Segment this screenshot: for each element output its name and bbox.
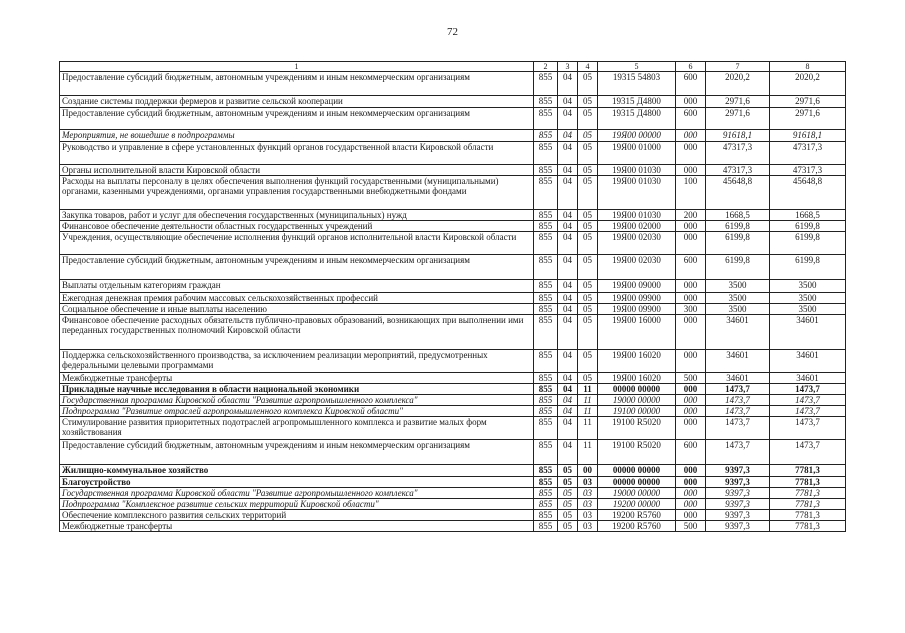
table-row [60, 465, 846, 477]
table-row [60, 477, 846, 488]
page-number: 72 [447, 26, 458, 38]
subsection-code-cell: 03 [578, 488, 598, 499]
table-row [60, 232, 846, 255]
subsection-code-cell: 05 [578, 130, 598, 142]
section-code-cell: 04 [558, 417, 578, 440]
ministry-code-cell: 855 [534, 510, 558, 521]
row-name-cell: Межбюджетные трансферты [60, 373, 534, 384]
amount-actual-cell: 7781,3 [770, 477, 846, 488]
section-code-cell: 04 [558, 96, 578, 108]
subsection-code-cell: 05 [578, 72, 598, 96]
ministry-code-cell: 855 [534, 130, 558, 142]
expense-type-cell: 000 [676, 384, 706, 395]
ministry-code-cell: 855 [534, 488, 558, 499]
expense-type-cell: 000 [676, 510, 706, 521]
column-header: 8 [770, 62, 846, 72]
ministry-code-cell: 855 [534, 465, 558, 477]
ministry-code-cell: 855 [534, 373, 558, 384]
subsection-code-cell: 05 [578, 293, 598, 304]
table-row [60, 373, 846, 384]
table-row [60, 440, 846, 465]
amount-actual-cell: 3500 [770, 293, 846, 304]
section-code-cell: 05 [558, 477, 578, 488]
ministry-code-cell: 855 [534, 440, 558, 465]
amount-actual-cell: 1473,7 [770, 395, 846, 406]
subsection-code-cell: 05 [578, 373, 598, 384]
section-code-cell: 05 [558, 499, 578, 510]
ministry-code-cell: 855 [534, 280, 558, 293]
amount-plan-cell: 3500 [706, 304, 770, 315]
target-article-cell: 19Я00 02030 [598, 232, 676, 255]
target-article-cell: 19Я00 01030 [598, 165, 676, 176]
amount-plan-cell: 1473,7 [706, 440, 770, 465]
expense-type-cell: 000 [676, 130, 706, 142]
table-row [60, 280, 846, 293]
expense-type-cell: 000 [676, 280, 706, 293]
amount-plan-cell: 34601 [706, 350, 770, 373]
amount-plan-cell: 1473,7 [706, 406, 770, 417]
amount-actual-cell: 7781,3 [770, 488, 846, 499]
row-name-cell: Органы исполнительной власти Кировской области [60, 165, 534, 176]
amount-actual-cell: 45648,8 [770, 176, 846, 210]
expense-type-cell: 000 [676, 417, 706, 440]
table-row [60, 142, 846, 165]
subsection-code-cell: 05 [578, 221, 598, 232]
amount-plan-cell: 9397,3 [706, 510, 770, 521]
table-row [60, 210, 846, 221]
expense-type-cell: 000 [676, 465, 706, 477]
amount-plan-cell: 3500 [706, 293, 770, 304]
ministry-code-cell: 855 [534, 176, 558, 210]
subsection-code-cell: 05 [578, 315, 598, 350]
target-article-cell: 00000 00000 [598, 477, 676, 488]
ministry-code-cell: 855 [534, 142, 558, 165]
subsection-code-cell: 05 [578, 142, 598, 165]
amount-actual-cell: 1473,7 [770, 440, 846, 465]
amount-plan-cell: 6199,8 [706, 255, 770, 280]
table-row [60, 315, 846, 350]
table-row [60, 108, 846, 130]
row-name-cell: Межбюджетные трансферты [60, 521, 534, 532]
subsection-code-cell: 05 [578, 232, 598, 255]
section-code-cell: 04 [558, 108, 578, 130]
subsection-code-cell: 05 [578, 350, 598, 373]
row-name-cell: Учреждения, осуществляющие обеспечение исполнения функций органов исполнительной власти Кировской области [60, 232, 534, 255]
expense-type-cell: 000 [676, 96, 706, 108]
expense-type-cell: 200 [676, 210, 706, 221]
expense-type-cell: 600 [676, 255, 706, 280]
subsection-code-cell: 03 [578, 499, 598, 510]
amount-plan-cell: 1473,7 [706, 395, 770, 406]
row-name-cell: Закупка товаров, работ и услуг для обеспечения государственных (муниципальных) нужд [60, 210, 534, 221]
row-name-cell: Обеспечение комплексного развития сельских территорий [60, 510, 534, 521]
amount-plan-cell: 34601 [706, 373, 770, 384]
ministry-code-cell: 855 [534, 108, 558, 130]
amount-plan-cell: 9397,3 [706, 488, 770, 499]
ministry-code-cell: 855 [534, 315, 558, 350]
row-name-cell: Предоставление субсидий бюджетным, автономным учреждениям и иным некоммерческим организациям [60, 440, 534, 465]
amount-plan-cell: 2020,2 [706, 72, 770, 96]
amount-actual-cell: 1473,7 [770, 406, 846, 417]
section-code-cell: 05 [558, 488, 578, 499]
amount-actual-cell: 6199,8 [770, 255, 846, 280]
budget-table [59, 61, 846, 532]
amount-actual-cell: 3500 [770, 304, 846, 315]
subsection-code-cell: 11 [578, 384, 598, 395]
amount-actual-cell: 1473,7 [770, 384, 846, 395]
section-code-cell: 04 [558, 373, 578, 384]
subsection-code-cell: 05 [578, 96, 598, 108]
subsection-code-cell: 05 [578, 165, 598, 176]
ministry-code-cell: 855 [534, 72, 558, 96]
ministry-code-cell: 855 [534, 96, 558, 108]
amount-actual-cell: 34601 [770, 373, 846, 384]
section-code-cell: 04 [558, 440, 578, 465]
target-article-cell: 19000 00000 [598, 488, 676, 499]
table-row [60, 521, 846, 532]
ministry-code-cell: 855 [534, 210, 558, 221]
ministry-code-cell: 855 [534, 521, 558, 532]
table-row [60, 304, 846, 315]
row-name-cell: Ежегодная денежная премия рабочим массовых сельскохозяйственных профессий [60, 293, 534, 304]
subsection-code-cell: 05 [578, 176, 598, 210]
row-name-cell: Выплаты отдельным категориям граждан [60, 280, 534, 293]
table-row [60, 510, 846, 521]
expense-type-cell: 600 [676, 440, 706, 465]
section-code-cell: 05 [558, 521, 578, 532]
table-row [60, 417, 846, 440]
amount-plan-cell: 2971,6 [706, 108, 770, 130]
amount-actual-cell: 34601 [770, 350, 846, 373]
section-code-cell: 04 [558, 384, 578, 395]
section-code-cell: 04 [558, 165, 578, 176]
amount-actual-cell: 2971,6 [770, 108, 846, 130]
row-name-cell: Финансовое обеспечение расходных обязательств публично-правовых образований, возникающих при выполнении ими переданных государственных полномочий Кировской области [60, 315, 534, 350]
amount-plan-cell: 6199,8 [706, 221, 770, 232]
target-article-cell: 19Я00 02000 [598, 221, 676, 232]
expense-type-cell: 300 [676, 304, 706, 315]
amount-plan-cell: 47317,3 [706, 165, 770, 176]
row-name-cell: Руководство и управление в сфере установленных функций органов государственной власти Кировской области [60, 142, 534, 165]
amount-plan-cell: 9397,3 [706, 477, 770, 488]
section-code-cell: 04 [558, 350, 578, 373]
row-name-cell: Поддержка сельскохозяйственного производства, за исключением реализации мероприятий, предусмотренных федеральными целевыми программами [60, 350, 534, 373]
subsection-code-cell: 03 [578, 510, 598, 521]
row-name-cell: Мероприятия, не вошедшие в подпрограммы [60, 130, 534, 142]
target-article-cell: 19100 R5020 [598, 417, 676, 440]
target-article-cell: 19Я00 09900 [598, 304, 676, 315]
row-name-cell: Жилищно-коммунальное хозяйство [60, 465, 534, 477]
target-article-cell: 19Я00 01030 [598, 210, 676, 221]
row-name-cell: Создание системы поддержки фермеров и развитие сельской кооперации [60, 96, 534, 108]
section-code-cell: 04 [558, 232, 578, 255]
table-row [60, 293, 846, 304]
ministry-code-cell: 855 [534, 293, 558, 304]
amount-actual-cell: 1473,7 [770, 417, 846, 440]
amount-actual-cell: 47317,3 [770, 142, 846, 165]
expense-type-cell: 000 [676, 499, 706, 510]
section-code-cell: 04 [558, 176, 578, 210]
section-code-cell: 04 [558, 221, 578, 232]
amount-plan-cell: 2971,6 [706, 96, 770, 108]
amount-plan-cell: 34601 [706, 315, 770, 350]
header-row [60, 62, 846, 72]
subsection-code-cell: 05 [578, 280, 598, 293]
subsection-code-cell: 03 [578, 477, 598, 488]
amount-actual-cell: 1668,5 [770, 210, 846, 221]
row-name-cell: Предоставление субсидий бюджетным, автономным учреждениям и иным некоммерческим организациям [60, 72, 534, 96]
target-article-cell: 19Я00 16020 [598, 373, 676, 384]
table-row [60, 406, 846, 417]
target-article-cell: 19315 Д4800 [598, 96, 676, 108]
subsection-code-cell: 05 [578, 304, 598, 315]
table-row [60, 395, 846, 406]
amount-actual-cell: 7781,3 [770, 510, 846, 521]
section-code-cell: 04 [558, 255, 578, 280]
row-name-cell: Государственная программа Кировской области "Развитие агропромышленного комплекса" [60, 395, 534, 406]
expense-type-cell: 600 [676, 72, 706, 96]
amount-actual-cell: 7781,3 [770, 499, 846, 510]
amount-actual-cell: 3500 [770, 280, 846, 293]
amount-plan-cell: 1473,7 [706, 384, 770, 395]
ministry-code-cell: 855 [534, 384, 558, 395]
subsection-code-cell: 03 [578, 521, 598, 532]
target-article-cell: 19Я00 00000 [598, 130, 676, 142]
target-article-cell: 19100 00000 [598, 406, 676, 417]
table-row [60, 350, 846, 373]
ministry-code-cell: 855 [534, 477, 558, 488]
table-row [60, 499, 846, 510]
expense-type-cell: 000 [676, 315, 706, 350]
target-article-cell: 19Я00 16020 [598, 350, 676, 373]
amount-plan-cell: 45648,8 [706, 176, 770, 210]
expense-type-cell: 600 [676, 108, 706, 130]
target-article-cell: 19200 00000 [598, 499, 676, 510]
table-row [60, 165, 846, 176]
target-article-cell: 19Я00 09000 [598, 280, 676, 293]
subsection-code-cell: 00 [578, 465, 598, 477]
expense-type-cell: 000 [676, 488, 706, 499]
row-name-cell: Прикладные научные исследования в области национальной экономики [60, 384, 534, 395]
subsection-code-cell: 11 [578, 406, 598, 417]
section-code-cell: 04 [558, 395, 578, 406]
amount-actual-cell: 6199,8 [770, 221, 846, 232]
section-code-cell: 04 [558, 406, 578, 417]
ministry-code-cell: 855 [534, 304, 558, 315]
column-header: 1 [60, 62, 534, 72]
table-row [60, 255, 846, 280]
amount-actual-cell: 2020,2 [770, 72, 846, 96]
row-name-cell: Государственная программа Кировской области "Развитие агропромышленного комплекса" [60, 488, 534, 499]
row-name-cell: Стимулирование развития приоритетных подотраслей агропромышленного комплекса и развитие малых форм хозяйствования [60, 417, 534, 440]
amount-actual-cell: 91618,1 [770, 130, 846, 142]
ministry-code-cell: 855 [534, 499, 558, 510]
section-code-cell: 04 [558, 304, 578, 315]
amount-actual-cell: 2971,6 [770, 96, 846, 108]
target-article-cell: 19200 R5760 [598, 510, 676, 521]
table-row [60, 384, 846, 395]
expense-type-cell: 000 [676, 165, 706, 176]
table-row [60, 221, 846, 232]
target-article-cell: 19Я00 16000 [598, 315, 676, 350]
section-code-cell: 04 [558, 210, 578, 221]
row-name-cell: Подпрограмма "Комплексное развитие сельских территорий Кировской области" [60, 499, 534, 510]
section-code-cell: 05 [558, 465, 578, 477]
row-name-cell: Подпрограмма "Развитие отраслей агропромышленного комплекса Кировской области" [60, 406, 534, 417]
row-name-cell: Благоустройство [60, 477, 534, 488]
expense-type-cell: 000 [676, 142, 706, 165]
expense-type-cell: 500 [676, 373, 706, 384]
amount-actual-cell: 34601 [770, 315, 846, 350]
target-article-cell: 19100 R5020 [598, 440, 676, 465]
column-header: 5 [598, 62, 676, 72]
table-row [60, 96, 846, 108]
amount-plan-cell: 9397,3 [706, 521, 770, 532]
ministry-code-cell: 855 [534, 395, 558, 406]
row-name-cell: Расходы на выплаты персоналу в целях обеспечения выполнения функций государственными (муниципальными) органами, казенными учреждениями, органами управления государственными внебюджетными фондами [60, 176, 534, 210]
amount-plan-cell: 91618,1 [706, 130, 770, 142]
target-article-cell: 19315 Д4800 [598, 108, 676, 130]
subsection-code-cell: 11 [578, 395, 598, 406]
table-row [60, 488, 846, 499]
ministry-code-cell: 855 [534, 417, 558, 440]
target-article-cell: 19000 00000 [598, 395, 676, 406]
row-name-cell: Социальное обеспечение и иные выплаты населению [60, 304, 534, 315]
expense-type-cell: 100 [676, 176, 706, 210]
table-row [60, 176, 846, 210]
expense-type-cell: 000 [676, 221, 706, 232]
section-code-cell: 04 [558, 315, 578, 350]
amount-actual-cell: 47317,3 [770, 165, 846, 176]
amount-plan-cell: 9397,3 [706, 499, 770, 510]
column-header: 3 [558, 62, 578, 72]
target-article-cell: 19200 R5760 [598, 521, 676, 532]
amount-plan-cell: 1473,7 [706, 417, 770, 440]
section-code-cell: 04 [558, 293, 578, 304]
ministry-code-cell: 855 [534, 406, 558, 417]
amount-actual-cell: 6199,8 [770, 232, 846, 255]
subsection-code-cell: 11 [578, 417, 598, 440]
table-row [60, 72, 846, 96]
expense-type-cell: 000 [676, 293, 706, 304]
ministry-code-cell: 855 [534, 350, 558, 373]
subsection-code-cell: 05 [578, 108, 598, 130]
column-header: 4 [578, 62, 598, 72]
row-name-cell: Предоставление субсидий бюджетным, автономным учреждениям и иным некоммерческим организациям [60, 108, 534, 130]
expense-type-cell: 000 [676, 477, 706, 488]
ministry-code-cell: 855 [534, 255, 558, 280]
table-row [60, 130, 846, 142]
expense-type-cell: 500 [676, 521, 706, 532]
amount-plan-cell: 47317,3 [706, 142, 770, 165]
target-article-cell: 19Я00 01030 [598, 176, 676, 210]
section-code-cell: 04 [558, 72, 578, 96]
row-name-cell: Финансовое обеспечение деятельности областных государственных учреждений [60, 221, 534, 232]
section-code-cell: 04 [558, 142, 578, 165]
expense-type-cell: 000 [676, 395, 706, 406]
amount-plan-cell: 6199,8 [706, 232, 770, 255]
subsection-code-cell: 11 [578, 440, 598, 465]
ministry-code-cell: 855 [534, 232, 558, 255]
section-code-cell: 05 [558, 510, 578, 521]
expense-type-cell: 000 [676, 232, 706, 255]
expense-type-cell: 000 [676, 406, 706, 417]
target-article-cell: 19Я00 01000 [598, 142, 676, 165]
target-article-cell: 19315 54803 [598, 72, 676, 96]
subsection-code-cell: 05 [578, 210, 598, 221]
column-header: 6 [676, 62, 706, 72]
ministry-code-cell: 855 [534, 221, 558, 232]
amount-plan-cell: 1668,5 [706, 210, 770, 221]
row-name-cell: Предоставление субсидий бюджетным, автономным учреждениям и иным некоммерческим организациям [60, 255, 534, 280]
target-article-cell: 00000 00000 [598, 465, 676, 477]
column-header: 7 [706, 62, 770, 72]
amount-plan-cell: 3500 [706, 280, 770, 293]
target-article-cell: 00000 00000 [598, 384, 676, 395]
target-article-cell: 19Я00 09900 [598, 293, 676, 304]
section-code-cell: 04 [558, 130, 578, 142]
target-article-cell: 19Я00 02030 [598, 255, 676, 280]
amount-plan-cell: 9397,3 [706, 465, 770, 477]
ministry-code-cell: 855 [534, 165, 558, 176]
section-code-cell: 04 [558, 280, 578, 293]
amount-actual-cell: 7781,3 [770, 465, 846, 477]
column-header: 2 [534, 62, 558, 72]
subsection-code-cell: 05 [578, 255, 598, 280]
expense-type-cell: 000 [676, 350, 706, 373]
amount-actual-cell: 7781,3 [770, 521, 846, 532]
